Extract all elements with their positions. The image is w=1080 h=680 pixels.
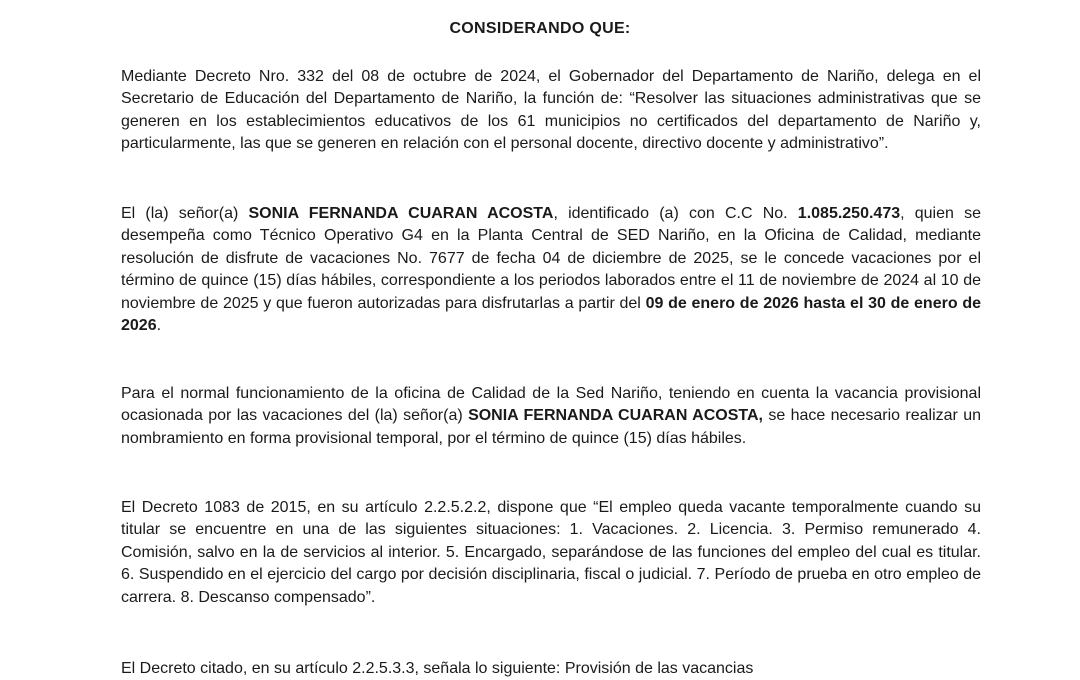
p2-text-3: , quien se desempeña como Técnico Operativo G4 en la Planta Central de SED Nariño, en la Oficina de Calidad, mediante resolución de disfrute de vacaciones No. 7677 de fecha 04 de diciembre de 2025, se le concede vacaciones por el término de quince (15) días hábiles, correspondiente a los periodos laborados entre el 11 de noviembre de 2024 al 10 de noviembre de 2025 y que fueron autorizadas para disfrutarlas a partir del [121,205,982,312]
paragraph-decreto-citado: El Decreto citado, en su artículo 2.2.5.3.3, señala lo siguiente: Provisión de las vacancias [121,660,754,677]
p2-text-2: , identificado (a) con C.C No. [553,205,798,222]
vacation-dates: 09 de enero de 2026 hasta el 30 de enero de 2026 [121,294,981,335]
paragraph-funcionamiento [121,383,981,450]
paragraph-vacaciones [121,203,981,337]
p3-text-2: se hace necesario realizar un nombramiento en forma provisional temporal, por el término de quince (15) días hábiles. [121,407,982,447]
p3-text-1: Para el normal funcionamiento de la oficina de Calidad de la Sed Nariño, teniendo en cuenta la vacancia provisional ocasionada por las vacaciones del (la) señor(a) [121,385,981,425]
employee-id-number: 1.085.250.473 [797,205,901,222]
employee-name: SONIA FERNANDA CUARAN ACOSTA [248,205,554,222]
p2-text-1: El (la) señor(a) [121,205,249,222]
paragraph-decreto-332: Mediante Decreto Nro. 332 del 08 de octubre de 2024, el Gobernador del Departamento de Nariño, delega en el Secretario de Educación del Departamento de Nariño, la función de: “Resolver las situaciones administrativas que se generen en los establecimientos educativos de los 61 municipios no certificados del departamento de Nariño y, particularmente, las que se generen en relación con el personal docente, directivo docente y administrativo”. [121,68,981,153]
employee-name-repeat: SONIA FERNANDA CUARAN ACOSTA, [468,407,763,425]
section-heading: CONSIDERANDO QUE: [449,20,631,37]
p2-text-4: . [156,317,162,335]
paragraph-decreto-1083: El Decreto 1083 de 2015, en su artículo 2.2.5.2.2, dispone que “El empleo queda vacante temporalmente cuando su titular se encuentre en una de las siguientes situaciones: 1. Vacaciones. 2. Licencia. 3. Permiso remunerado 4. Comisión, salvo en la de servicios al interior. 5. Encargado, separándose de las funciones del empleo del cual es titular. 6. Suspendido en el ejercicio del cargo por decisión disciplinaria, fiscal o judicial. 7. Período de prueba en otro empleo de carrera. 8. Descanso compensado”. [121,499,981,606]
